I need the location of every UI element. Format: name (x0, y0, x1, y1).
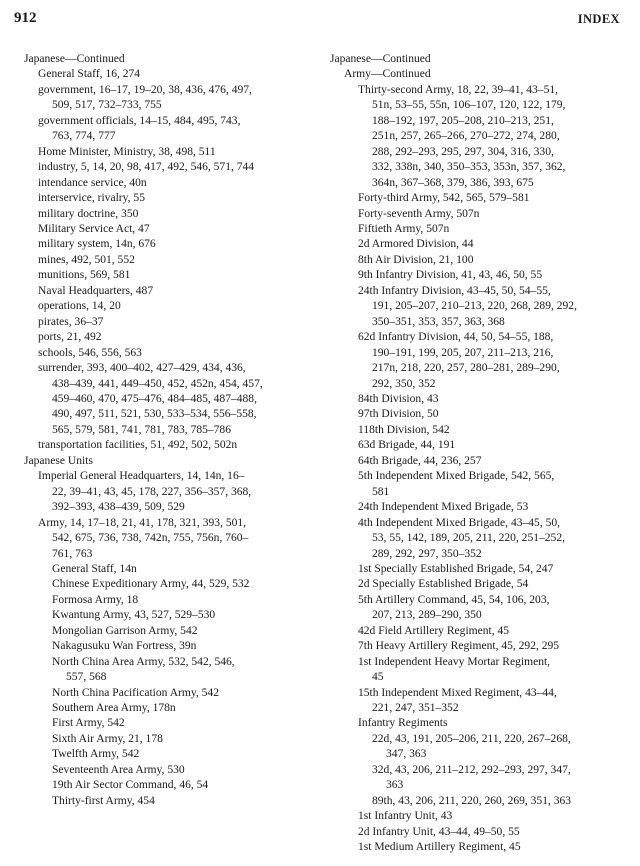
index-entry (24, 639, 314, 654)
index-entry (330, 639, 618, 654)
index-entry-text: Nakagusuku Wan Fortress, 39n (52, 640, 197, 653)
index-entry (330, 253, 618, 268)
index-entry-continuation: 490, 497, 511, 521, 530, 533–534, 556–558, (52, 408, 257, 421)
index-entry (330, 840, 618, 855)
index-entry-continuation: 221, 247, 351–352 (372, 702, 459, 715)
index-entry (330, 516, 618, 562)
index-entry-continuation: 761, 763 (52, 547, 93, 560)
index-entry (330, 655, 618, 686)
index-entry-text: Kwantung Army, 43, 527, 529–530 (52, 609, 216, 622)
index-entry-text: Seventeenth Area Army, 530 (52, 763, 185, 776)
index-entry-text: transportation facilities, 51, 492, 502, 502n (38, 439, 238, 452)
index-entry (24, 222, 314, 237)
index-entry (330, 207, 618, 222)
index-entry-text: Japanese—Continued (24, 53, 125, 65)
index-entry-text: Home Minister, Ministry, 38, 498, 511 (38, 145, 216, 158)
index-entry-text: industry, 5, 14, 20, 98, 417, 492, 546, 571, 744 (38, 161, 255, 174)
index-entry-text: North China Area Army, 532, 542, 546, (52, 655, 235, 668)
index-entry (24, 191, 314, 206)
index-entry (330, 716, 618, 731)
index-entry (24, 67, 314, 82)
running-header: INDEX (577, 12, 620, 26)
index-entry-continuation: 459–460, 470, 475–476, 484–485, 487–488, (52, 392, 257, 405)
index-entry-text: 8th Air Division, 21, 100 (358, 253, 474, 266)
index-entry-text: 19th Air Sector Command, 46, 54 (52, 779, 209, 792)
index-entry (330, 469, 618, 500)
index-entry (24, 145, 314, 160)
index-entry-text: North China Pacification Army, 542 (52, 686, 219, 699)
index-entry (24, 732, 314, 747)
index-entry-continuation: 191, 205–207, 210–213, 220, 268, 289, 292, (372, 300, 577, 313)
index-entry (330, 67, 618, 82)
index-entry (24, 346, 314, 361)
index-entry-text: military system, 14n, 676 (38, 238, 156, 251)
index-entry (24, 516, 314, 562)
index-column-right (330, 52, 618, 856)
index-entry-text: Naval Headquarters, 487 (38, 284, 154, 297)
index-entry (24, 794, 314, 809)
index-entry-text: operations, 14, 20 (38, 300, 121, 313)
index-entry-text: 2d Specially Established Brigade, 54 (358, 578, 529, 591)
index-entry (24, 686, 314, 701)
index-entry-text: Thirty-second Army, 18, 22, 39–41, 43–51, (358, 83, 559, 96)
index-entry-text: Army, 14, 17–18, 21, 41, 178, 321, 393, 501, (38, 516, 247, 529)
index-entry-text: 32d, 43, 206, 211–212, 292–293, 297, 347, (372, 763, 571, 776)
index-entry-text: 15th Independent Mixed Regiment, 43–44, (358, 686, 557, 699)
index-entry (330, 794, 618, 809)
index-entry (24, 469, 314, 515)
index-entry-text: Formosa Army, 18 (52, 593, 139, 606)
index-entry (24, 577, 314, 592)
page-number: 912 (14, 10, 37, 26)
index-entry-continuation: 289, 292, 297, 350–352 (372, 547, 482, 560)
index-entry (330, 825, 618, 840)
index-entry (24, 361, 314, 438)
index-entry-text: 24th Infantry Division, 43–45, 50, 54–55, (358, 284, 551, 297)
index-entry (24, 52, 314, 67)
index-entry-text: 89th, 43, 206, 211, 220, 260, 269, 351, 363 (372, 794, 572, 807)
index-entry-continuation: 350–351, 353, 357, 363, 368 (372, 315, 505, 328)
index-entry (330, 392, 618, 407)
index-entry-text: 64th Brigade, 44, 236, 257 (358, 454, 482, 467)
index-entry-text: General Staff, 14n (52, 562, 137, 575)
index-entry (330, 763, 618, 794)
index-entry (330, 562, 618, 577)
index-entry-text: government officials, 14–15, 484, 495, 743, (38, 114, 241, 127)
index-entry-continuation: 22, 39–41, 43, 45, 178, 227, 356–357, 368, (52, 485, 252, 498)
index-entry-continuation: 190–191, 199, 205, 207, 211–213, 216, (372, 346, 554, 359)
index-entry-text: Imperial General Headquarters, 14, 14n, 16– (38, 470, 245, 483)
index-entry-text: Forty-third Army, 542, 565, 579–581 (358, 192, 530, 205)
index-entry (24, 454, 314, 469)
index-entry-continuation: 292, 350, 352 (372, 377, 436, 390)
index-entry (24, 299, 314, 314)
index-entry (330, 222, 618, 237)
index-entry-text: 42d Field Artillery Regiment, 45 (358, 624, 510, 637)
index-entry (24, 176, 314, 191)
index-entry-text: Thirty-first Army, 454 (52, 794, 155, 807)
index-entry (330, 732, 618, 763)
index-entry-text: 84th Division, 43 (358, 392, 439, 405)
index-entry-text: 5th Artillery Command, 45, 54, 106, 203, (358, 593, 550, 606)
index-entry-text: ports, 21, 492 (38, 331, 102, 344)
index-entry (24, 160, 314, 175)
index-entry (330, 284, 618, 330)
index-entry-continuation: 392–393, 438–439, 509, 529 (52, 501, 185, 514)
index-column-left (24, 52, 314, 809)
index-entry-text: 2d Infantry Unit, 43–44, 49–50, 55 (358, 825, 520, 838)
index-entry (24, 624, 314, 639)
index-entry (24, 83, 314, 114)
index-entry (330, 500, 618, 515)
index-entry-continuation: 763, 774, 777 (52, 130, 116, 143)
index-entry-text: 97th Division, 50 (358, 408, 439, 421)
index-entry-text: 2d Armored Division, 44 (358, 238, 474, 251)
index-entry-continuation: 364n, 367–368, 379, 386, 393, 675 (372, 176, 534, 189)
index-entry (24, 562, 314, 577)
index-entry-text: Twelfth Army, 542 (52, 748, 140, 761)
index-entry (330, 268, 618, 283)
index-entry-continuation: 51n, 53–55, 55n, 106–107, 120, 122, 179, (372, 99, 566, 112)
index-entry (24, 207, 314, 222)
index-entry-text: Mongolian Garrison Army, 542 (52, 624, 198, 637)
index-entry-text: General Staff, 16, 274 (38, 68, 141, 81)
index-entry-text: First Army, 542 (52, 717, 125, 730)
index-entry-text: government, 16–17, 19–20, 38, 436, 476, 497, (38, 83, 252, 96)
index-entry-continuation: 288, 292–293, 295, 297, 304, 316, 330, (372, 145, 554, 158)
index-entry-continuation: 363 (386, 779, 404, 792)
index-entry (24, 237, 314, 252)
index-entry-text: 63d Brigade, 44, 191 (358, 439, 456, 452)
index-entry-text: Forty-seventh Army, 507n (358, 207, 480, 220)
index-entry-text: schools, 546, 556, 563 (38, 346, 142, 359)
index-entry-text: 1st Independent Heavy Mortar Regiment, (358, 655, 551, 668)
index-entry-text: 5th Independent Mixed Brigade, 542, 565, (358, 470, 555, 483)
index-entry-text: intendance service, 40n (38, 176, 147, 189)
index-entry (24, 253, 314, 268)
index-entry (330, 191, 618, 206)
index-entry-text: Army—Continued (344, 68, 431, 81)
index-entry (24, 763, 314, 778)
index-entry-text: 9th Infantry Division, 41, 43, 46, 50, 55 (358, 269, 543, 282)
index-entry-text: munitions, 569, 581 (38, 269, 131, 282)
index-entry-text: Fiftieth Army, 507n (358, 222, 450, 235)
index-entry (24, 747, 314, 762)
index-entry-text: 1st Specially Established Brigade, 54, 247 (358, 562, 554, 575)
index-entry (24, 716, 314, 731)
index-entry (330, 438, 618, 453)
index-entry-continuation: 251n, 257, 265–266, 270–272, 274, 280, (372, 130, 560, 143)
index-entry (24, 778, 314, 793)
index-entry (24, 608, 314, 623)
index-entry (330, 686, 618, 717)
index-entry-continuation: 557, 568 (66, 671, 107, 684)
index-entry (330, 593, 618, 624)
index-entry-text: pirates, 36–37 (38, 315, 104, 328)
index-entry (24, 284, 314, 299)
index-entry-text: 62d Infantry Division, 44, 50, 54–55, 188, (358, 331, 554, 344)
index-entry (330, 407, 618, 422)
index-entry-continuation: 207, 213, 289–290, 350 (372, 609, 482, 622)
index-entry-text: Japanese—Continued (330, 53, 431, 65)
index-entry-text: 22d, 43, 191, 205–206, 211, 220, 267–268, (372, 732, 571, 745)
index-entry-continuation: 347, 363 (386, 748, 427, 761)
index-entry-continuation: 188–192, 197, 205–208, 210–213, 251, (372, 114, 554, 127)
index-entry-text: Sixth Air Army, 21, 178 (52, 732, 163, 745)
index-entry-text: surrender, 393, 400–402, 427–429, 434, 436, (38, 362, 246, 375)
index-entry-continuation: 581 (372, 485, 390, 498)
index-entry-continuation: 53, 55, 142, 189, 205, 211, 220, 251–252, (372, 532, 565, 545)
index-entry (330, 52, 618, 67)
index-entry (24, 701, 314, 716)
index-entry-text: mines, 492, 501, 552 (38, 253, 135, 266)
index-entry-text: 1st Medium Artillery Regiment, 45 (358, 841, 521, 854)
index-entry-text: 7th Heavy Artillery Regiment, 45, 292, 295 (358, 640, 560, 653)
index-entry (24, 438, 314, 453)
index-entry-continuation: 565, 579, 581, 741, 781, 783, 785–786 (52, 423, 231, 436)
index-entry (330, 577, 618, 592)
index-entry-text: Infantry Regiments (358, 717, 448, 730)
index-entry (24, 114, 314, 145)
index-entry-text: 24th Independent Mixed Brigade, 53 (358, 501, 529, 514)
index-entry (330, 454, 618, 469)
index-entry (330, 237, 618, 252)
index-entry-text: 4th Independent Mixed Brigade, 43–45, 50, (358, 516, 561, 529)
index-entry (330, 809, 618, 824)
index-entry-text: Military Service Act, 47 (38, 222, 150, 235)
index-entry-continuation: 542, 675, 736, 738, 742n, 755, 756n, 760– (52, 532, 249, 545)
index-entry-text: Southern Area Army, 178n (52, 702, 176, 715)
index-entry (24, 593, 314, 608)
index-entry (24, 315, 314, 330)
index-entry-continuation: 332, 338n, 340, 350–353, 353n, 357, 362, (372, 161, 566, 174)
index-entry-text: 1st Infantry Unit, 43 (358, 810, 453, 823)
index-entry-continuation: 217n, 218, 220, 257, 280–281, 289–290, (372, 362, 560, 375)
index-entry-continuation: 438–439, 441, 449–450, 452, 452n, 454, 457, (52, 377, 263, 390)
index-entry (330, 423, 618, 438)
index-entry-text: military doctrine, 350 (38, 207, 139, 220)
index-entry-continuation: 45 (372, 671, 384, 684)
index-entry (24, 655, 314, 686)
index-entry (24, 268, 314, 283)
index-entry-text: interservice, rivalry, 55 (38, 192, 145, 205)
index-entry-continuation: 509, 517, 732–733, 755 (52, 99, 162, 112)
index-entry (330, 330, 618, 392)
index-entry (330, 83, 618, 191)
index-entry (24, 330, 314, 345)
index-entry (330, 624, 618, 639)
index-entry-text: 118th Division, 542 (358, 423, 450, 436)
index-entry-text: Chinese Expeditionary Army, 44, 529, 532 (52, 578, 250, 591)
index-entry-text: Japanese Units (24, 454, 93, 467)
